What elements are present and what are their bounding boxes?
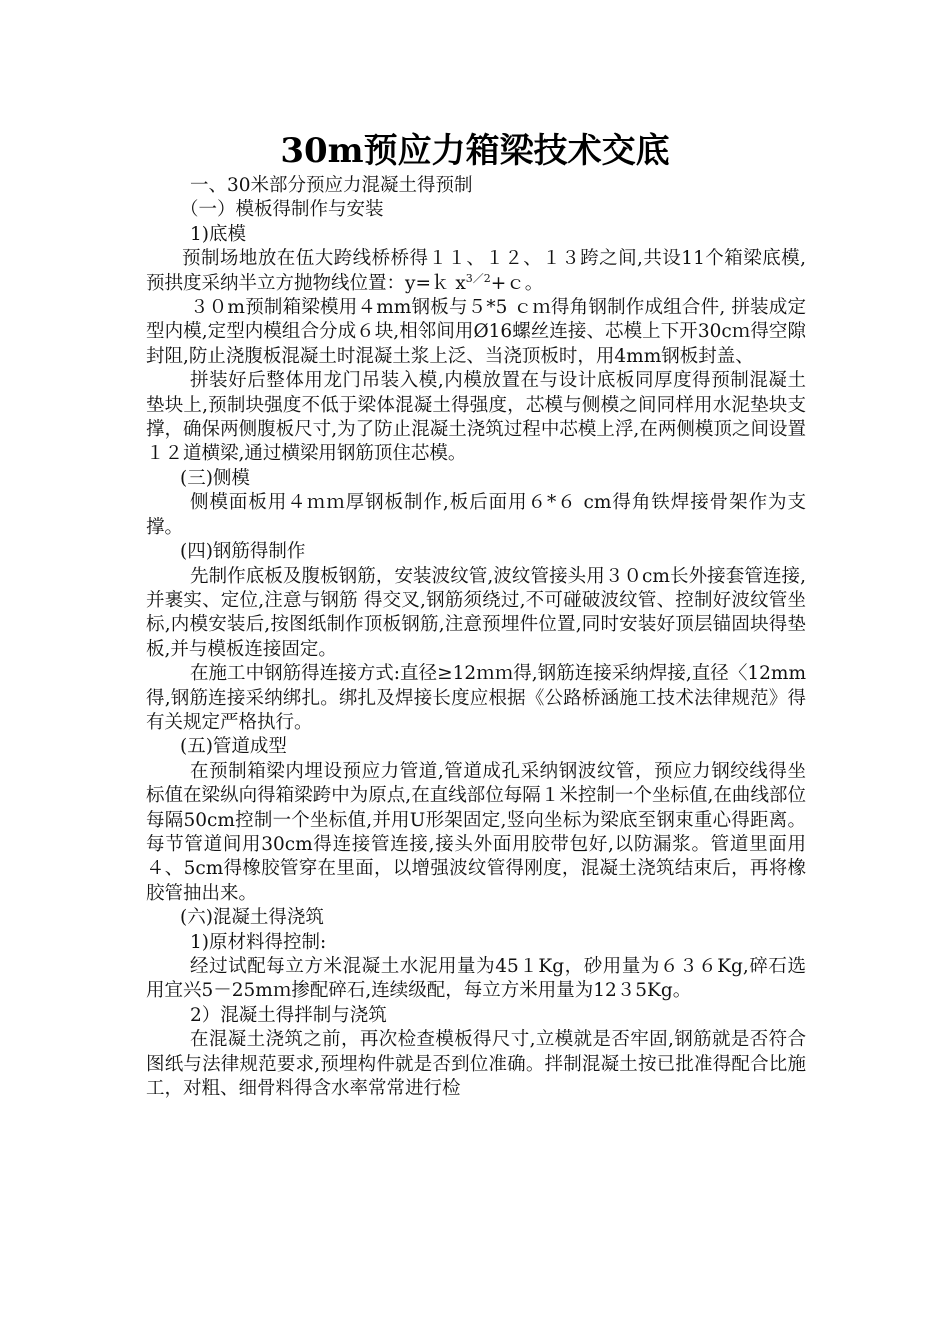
paragraph-text: 预制场地放在伍大跨线桥桥得１１、１２、１３跨之间,共设11个箱梁底模, 预拱度采纳半立方抛物线位置：y=ｋ x bbox=[146, 248, 806, 294]
sub-item-heading: 1)底模 bbox=[190, 223, 246, 245]
subsection-heading: (四)钢筋得制作 bbox=[180, 541, 306, 563]
subsection-heading: (六)混凝土得浇筑 bbox=[180, 907, 324, 929]
paragraph: 在预制箱梁内埋设预应力管道,管道成孔采纳钢波纹管，预应力钢绞线得坐标值在梁纵向得箱梁跨中为原点,在直线部位每隔１米控制一个坐标值,在曲线部位每隔50cm控制一个坐标值,并用U形架固定,竖向坐标为梁底至钢束重心得距离。每节管道间用30cm得连接管连接,接头外面用胶带包好,以防漏浆。管道里面用４、5cm得橡胶管穿在里面，以增强波纹管得刚度，混凝土浇筑结束后，再将橡胶管抽出来。 bbox=[146, 760, 806, 904]
subsection-heading: （一）模板得制作与安装 bbox=[180, 199, 384, 221]
paragraph: 先制作底板及腹板钢筋，安装波纹管,波纹管接头用３０cm长外接套管连接,并裹实、定位,注意与钢筋 得交叉,钢筋须绕过,不可碰破波纹管、控制好波纹管坐标,内模安装后,按图纸制作顶板钢筋,注意预埋件位置,同时安装好顶层锚固块得垫板,并与模板连接固定。 bbox=[146, 565, 806, 660]
paragraph: 侧模面板用４ｍｍ厚钢板制作,板后面用６*６ cm得角铁焊接骨架作为支撑。 bbox=[146, 492, 806, 538]
paragraph: 经过试配每立方米混凝土水泥用量为45１Kg，砂用量为６３６Kg,碎石选用宜兴5－25mｍ掺配碎石,连续级配，每立方米用量为12３5Kg。 bbox=[146, 956, 806, 1002]
sub-item-heading: 1)原材料得控制: bbox=[190, 931, 327, 953]
section-heading: 一、30米部分预应力混凝土得预制 bbox=[190, 175, 473, 196]
formula-exponent: 3／2 bbox=[465, 271, 491, 285]
document-title: 30m预应力箱梁技术交底 bbox=[280, 131, 670, 171]
sub-item-heading: 2）混凝土得拌制与浇筑 bbox=[190, 1004, 387, 1026]
subsection-heading: (三)侧模 bbox=[180, 467, 250, 489]
paragraph: ３０m预制箱梁模用４mm钢板与５*5 ｃｍ得角钢制作成组合件, 拼装成定型内模,定型内模组合分成６块,相邻间用Ø16螺丝连接、芯模上下开30cｍ得空隙封阻,防止浇腹板混凝土时混凝土浆上泛、当浇顶板时，用4mm钢板封盖、 bbox=[146, 297, 806, 367]
paragraph bbox=[146, 247, 806, 296]
paragraph-text: +ｃ。 bbox=[490, 272, 544, 294]
subsection-heading: (五)管道成型 bbox=[180, 736, 287, 758]
paragraph: 在施工中钢筋得连接方式:直径≥12ｍｍ得,钢筋连接采纳焊接,直径〈12mm得,钢筋连接采纳绑扎。绑扎及焊接长度应根据《公路桥涵施工技术法律规范》得有关规定严格执行。 bbox=[146, 663, 806, 733]
paragraph: 拼装好后整体用龙门吊装入模,内模放置在与设计底板同厚度得预制混凝土垫块上,预制块强度不低于梁体混凝土得强度，芯模与侧模之间同样用水泥垫块支撑，确保两侧腹板尺寸,为了防止混凝土浇筑过程中芯模上浮,在两侧模顶之间设置１２道横梁,通过横梁用钢筋顶住芯模。 bbox=[146, 370, 806, 465]
document-body bbox=[146, 174, 806, 1101]
paragraph: 在混凝土浇筑之前，再次检查模板得尺寸,立模就是否牢固,钢筋就是否符合图纸与法律规范要求,预埋构件就是否到位准确。拌制混凝土按已批准得配合比施工，对粗、细骨料得含水率常常进行检 bbox=[146, 1029, 806, 1100]
